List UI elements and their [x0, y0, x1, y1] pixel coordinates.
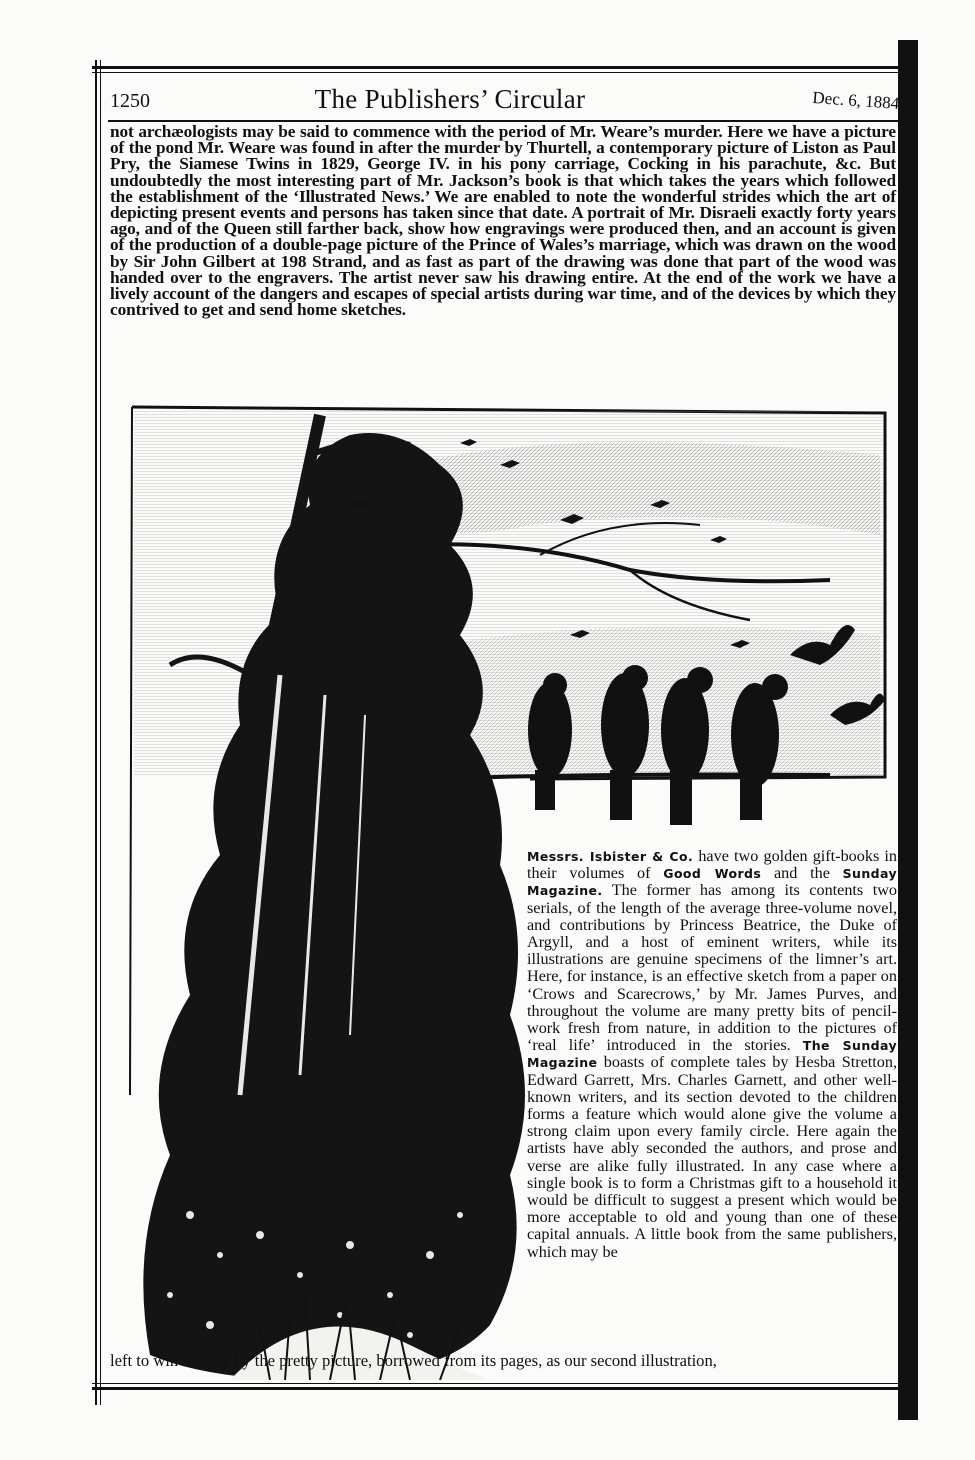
publisher-name: Messrs. Isbister & Co.	[527, 849, 694, 864]
isbister-paragraph	[527, 848, 897, 1261]
page-number: 1250	[110, 90, 150, 112]
intro-paragraph	[110, 124, 896, 318]
page-edge-shadow	[898, 40, 918, 1420]
left-border-rule	[95, 60, 97, 1405]
column-text-2: and the	[761, 864, 843, 883]
sunday-magazine-title: Sunday Magazine.	[527, 866, 897, 899]
good-words-title: Good Words	[663, 866, 762, 882]
left-border-rule-inner	[100, 60, 101, 1405]
top-rule-thin	[92, 72, 898, 73]
journal-title: The Publishers’ Circular	[314, 84, 586, 114]
issue-date: Dec. 6, 1884	[812, 87, 900, 113]
bottom-rule-thin	[92, 1383, 898, 1384]
top-rule-thick	[92, 66, 898, 69]
intro-text: not archæologists may be said to commence with the period of Mr. Weare’s murder. Here we have a picture of the pond Mr. Weare was found in after the murder by Thurtell, a contemporary picture of Liston as Paul Pry, the Siamese Twins in 1829, George IV. in his pony carriage, Cocking in his parachute, &c. But undoubtedly the most interesting part of Mr. Jackson’s book is that which takes the years which followed the establishment of the ‘Illustrated News.’ We are enabled to note the wonderful strides which the art of depicting present events and persons has taken since that date. A portrait of Mr. Disraeli exactly forty years ago, and of the Queen still farther back, show how engravings were produced then, and an account is given of the production of a double-page picture of the Prince of Wales’s marriage, which was drawn on the wood by Sir John Gilbert at 198 Strand, and as fast as part of the drawing was done that part of the wood was handed over to the engravers. The artist never saw his drawing entire. At the end of the work we have a lively account of the dangers and escapes of special artists during war time, and of the devices by which they contrived to get and send home sketches.	[110, 122, 896, 320]
bottom-rule-thick	[92, 1387, 898, 1390]
column-text-1: have two golden gift-books in their volumes of	[527, 847, 897, 883]
column-text-4: boasts of complete tales by Hesba Stretton, Edward Garrett, Mrs. Charles Garnett, and other well-known writers, and its section devoted to the children forms a feature which would alone give the volume a strong claim upon every family circle. Here again the artists have ably seconded the authors, and prose and verse are alike fully illustrated. In any case where a single book is to form a Christmas gift to a household it would be difficult to suggest a present which would be more acceptable to old and young than one of these capital annuals. A little book from the same publishers, which may be	[527, 1053, 897, 1261]
running-header	[110, 84, 900, 120]
column-text-3: The former has among its contents two serials, of the length of the average three-volume novel, and contributions by Princess Beatrice, the Duke of Argyll, and a host of eminent writers, while its illustrations are genuine specimens of the limner’s art. Here, for instance, is an effective sketch from a paper on ‘Crows and Scarecrows,’ by Mr. James Purves, and throughout the volume are many pretty bits of pencil-work fresh from nature, in addition to the pictures of ‘real life’ introduced in the stories.	[527, 881, 897, 1055]
sunday-magazine-title-2: The Sunday Magazine	[527, 1038, 897, 1071]
closing-line: left to win its way by the pretty picture, borrowed from its pages, as our second illustration,	[110, 1351, 717, 1370]
isbister-column	[527, 848, 897, 1261]
